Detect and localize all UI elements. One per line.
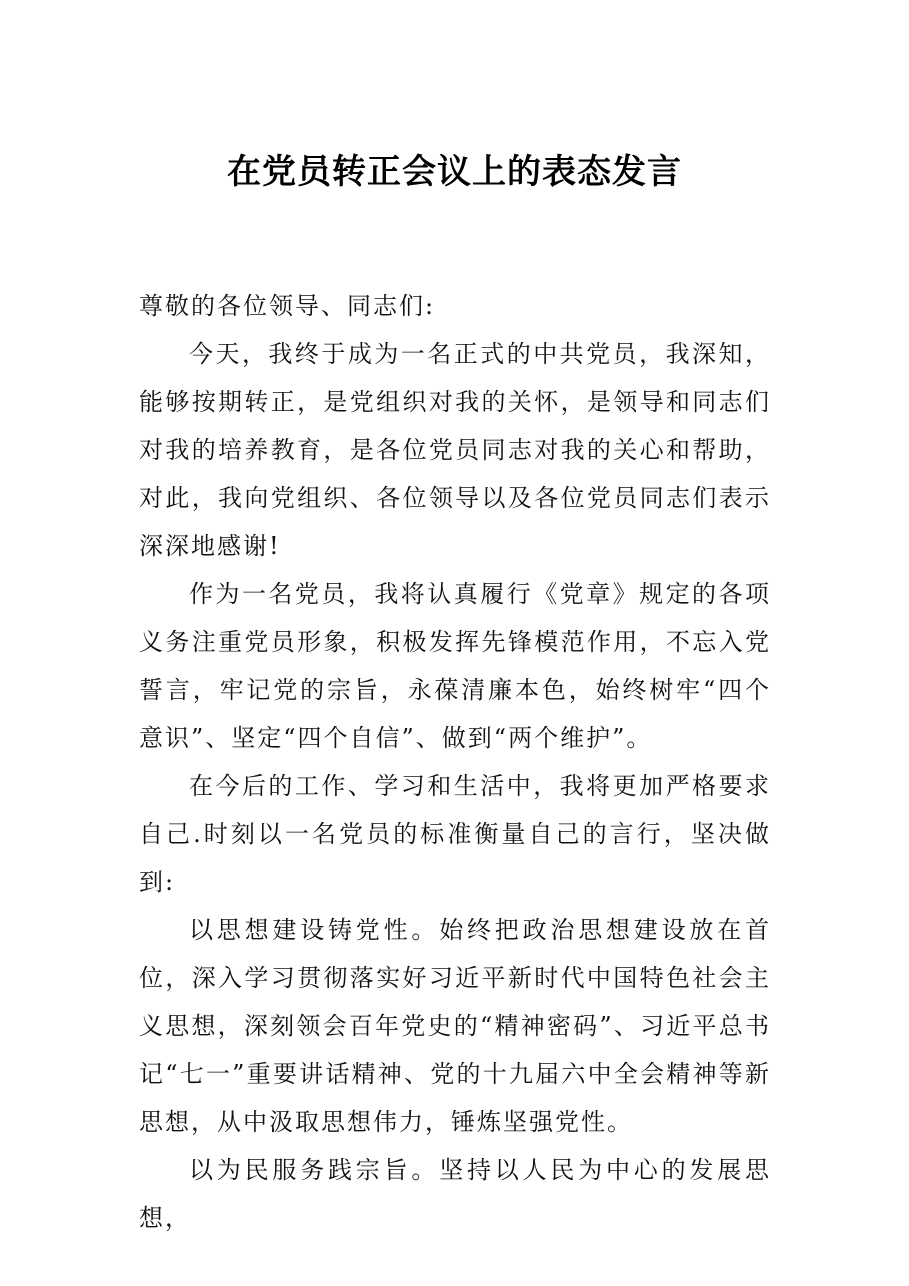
paragraph-ideology: 以思想建设铸党性。始终把政治思想建设放在首位，深入学习贯彻落实好习近平新时代中国特色社会主义思想，深刻领会百年党史的“精神密码”、习近平总书记“七一”重要讲话精神、党的十九届六中全会精神等新思想，从中汲取思想伟力，锤炼坚强党性。 [139, 916, 771, 1136]
paragraph-service: 以为民服务践宗旨。坚持以人民为中心的发展思想， [139, 1156, 771, 1232]
paragraph-commitment: 在今后的工作、学习和生活中，我将更加严格要求自己.时刻以一名党员的标准衡量自己的言行，坚决做到: [139, 772, 771, 896]
paragraph-duties: 作为一名党员，我将认真履行《党章》规定的各项义务注重党员形象，积极发挥先锋模范作用，不忘入党誓言，牢记党的宗旨，永葆清廉本色，始终树牢“四个意识”、坚定“四个自信”、做到“两个维护”。 [139, 580, 771, 752]
salutation: 尊敬的各位领导、同志们: [139, 292, 436, 320]
paragraph-gratitude: 今天，我终于成为一名正式的中共党员，我深知，能够按期转正，是党组织对我的关怀，是领导和同志们对我的培养教育，是各位党员同志对我的关心和帮助，对此，我向党组织、各位领导以及各位党员同志们表示深深地感谢! [139, 340, 771, 560]
document-body [139, 282, 771, 1242]
document-title: 在党员转正会议上的表态发言 [227, 152, 682, 192]
